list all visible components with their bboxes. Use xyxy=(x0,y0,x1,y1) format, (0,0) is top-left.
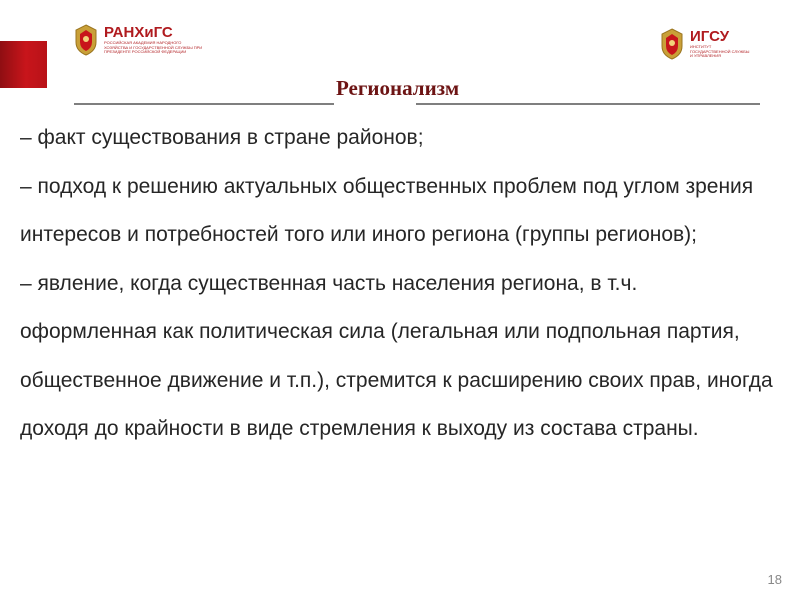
definition-paragraph: – факт существования в стране районов; xyxy=(20,126,424,149)
ranepa-logo xyxy=(74,22,204,58)
definition-paragraph: – явление, когда существенная часть населения региона, в т.ч. оформленная как политическая сила (легальная или подпольная партия, общественное движение и т.п.), стремится к расширению своих прав, иногда доходя до крайности в виде стремления к выходу из состава страны. xyxy=(20,271,773,440)
definition-paragraph: – подход к решению актуальных общественных проблем под углом зрения интересов и потребностей того или иного региона (группы регионов); xyxy=(20,174,754,246)
eagle-emblem-icon xyxy=(660,28,684,60)
red-accent-bar xyxy=(0,41,47,88)
ranepa-logo-name: РАНХиГС xyxy=(104,24,173,42)
slide-body xyxy=(20,114,780,454)
ranepa-logo-subtitle: РОССИЙСКАЯ АКАДЕМИЯ НАРОДНОГО ХОЗЯЙСТВА И ГОСУДАРСТВЕННОЙ СЛУЖБЫ ПРИ ПРЕЗИДЕНТЕ РОССИЙСКОЙ ФЕДЕРАЦИИ xyxy=(104,40,203,55)
igsu-logo xyxy=(660,26,750,62)
slide-title: Регионализм xyxy=(336,76,460,100)
igsu-logo-name: ИГСУ xyxy=(690,28,730,46)
igsu-logo-subtitle: ИНСТИТУТ ГОСУДАРСТВЕННОЙ СЛУЖБЫ И УПРАВЛЕНИЯ xyxy=(690,44,750,59)
title-rule xyxy=(74,103,760,105)
eagle-emblem-icon xyxy=(74,24,98,56)
title-rule-gap xyxy=(334,100,416,108)
page-number: 18 xyxy=(767,572,782,587)
